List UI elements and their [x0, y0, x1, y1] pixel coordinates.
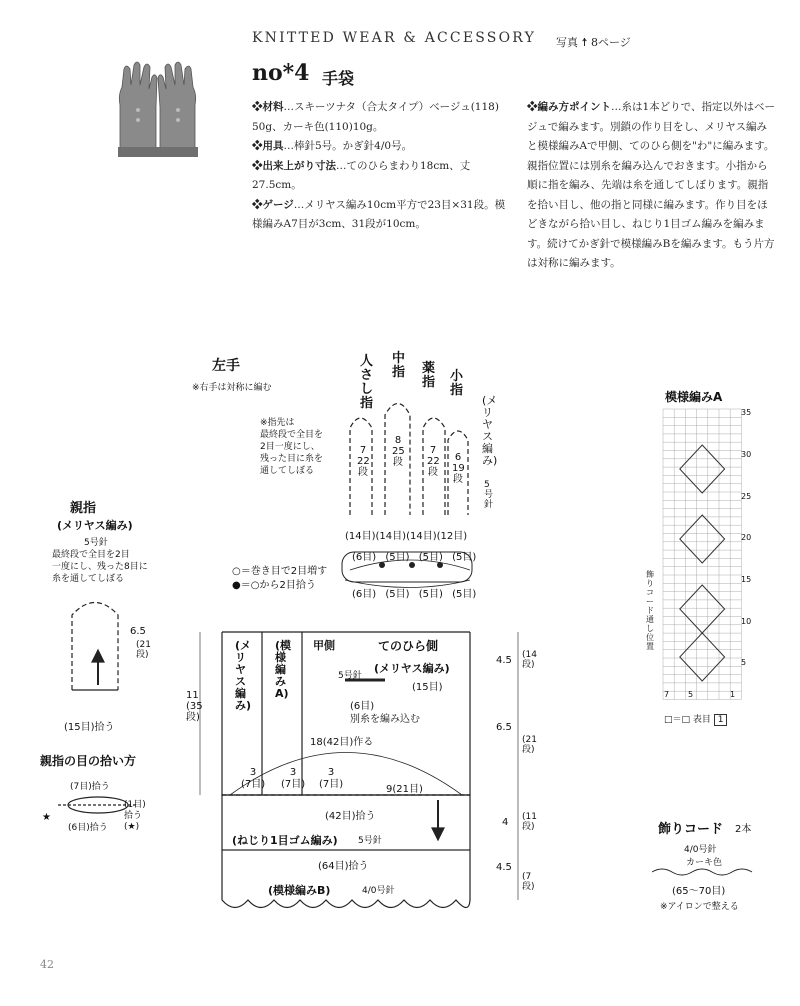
finger-size-middle: 8 25段 [392, 435, 405, 468]
tools-label: ❖用具 [252, 140, 284, 152]
total-height: 11 (35段) [186, 690, 203, 723]
dim-1-cm: 4.5 [496, 655, 512, 666]
finger-label-index: 人さし指 [360, 354, 374, 411]
chart-a-row-10: 10 [741, 617, 752, 626]
size-label: ❖出来上がり寸法 [252, 159, 336, 172]
col-pattern-a: (模様編みA) [275, 639, 292, 700]
width-2: 3 (7目) [281, 767, 306, 790]
left-hand-title: 左手 [212, 358, 240, 374]
sts-15: (15目) [412, 682, 443, 693]
thumb-pick-title: 親指の目の拾い方 [40, 754, 137, 768]
specs-left [252, 98, 507, 235]
thumb-pick-bottom: (6目)拾う [68, 823, 108, 833]
chart-a-col-5: 5 [688, 690, 694, 699]
cast-on: 18(42目)作る [310, 737, 374, 748]
dim-4-cm: 4.5 [496, 862, 512, 873]
finger-stitch-label: (メリヤス編み) [482, 394, 498, 467]
pattern-name: 手袋 [322, 69, 355, 88]
chart-a-row-35: 35 [741, 408, 752, 417]
pick-bottom: (6目) (5目) (5目) (5目) [352, 589, 477, 600]
finger-stitches: (14目)(14目)(14目)(12目) [345, 531, 468, 542]
pick-42: (42目)拾う [325, 811, 376, 822]
dim-2-cm: 6.5 [496, 722, 512, 733]
sts-6: (6目) [350, 701, 375, 712]
finger-label-ring: 薬指 [422, 361, 436, 390]
width-1: 3 (7目) [241, 767, 266, 790]
dim-3-cm: 4 [502, 817, 509, 828]
chart-a-row-30: 30 [741, 450, 752, 459]
dim-2-rows: (21段) [522, 735, 537, 755]
chart-a-row-15: 15 [741, 575, 752, 584]
howto-label: ❖編み方ポイント [527, 101, 611, 113]
cord-note: ※アイロンで整える [660, 902, 739, 912]
cord-length: (65〜70目) [672, 886, 726, 897]
thumb-height: 6.5 [130, 626, 146, 637]
width-3: 3 (7目) [319, 767, 344, 790]
diamond-motif [680, 515, 725, 563]
col-palm-stitch: (メリヤス編み) [374, 662, 450, 675]
tip-note: ※指先は 最終段で全目を 2目一度にし、 残った目に糸を 通してしぼる [260, 418, 324, 476]
gauge-text: …メリヤス編み10cm平方で23目×31段。模様編みA7目が3cm、31段が10cm。 [252, 198, 506, 230]
rib-label: (ねじり1目ゴム編み) [232, 834, 338, 847]
legend-pick: ●＝○から2目拾う [232, 580, 316, 591]
finger-label-little: 小指 [450, 369, 464, 398]
thumb-pick-top: (7目)拾う [70, 782, 110, 792]
page-number: 42 [40, 958, 54, 971]
howto-text: …糸は1本どりで、指定以外はベージュで編みます。別鎖の作り目をし、メリヤス編みと模様編みAで甲側、てのひら側を"わ"に編みます。親指位置には別糸を編み込んでおきます。小指から順に指を編み、先端は糸を通してしぼります。親指を拾い目し、他の指と同様に編みます。作り目をほどきながら拾い目し、ねじり1目ゴム編みを編みます。続けてかぎ針で模様編みBを編みます。もう片方は対称に編みます。 [527, 101, 775, 269]
series-title: KNITTED WEAR & ACCESSORY [252, 30, 537, 46]
diamond-motif [680, 633, 725, 681]
thumb-rows: (21段) [136, 640, 151, 660]
rib-needle: 5号針 [358, 836, 382, 846]
col-stockinette: (メリヤス編み) [235, 639, 252, 712]
chart-a-legend: □＝□ 表目 1 [664, 712, 727, 725]
pattern-number: no*4 [252, 60, 310, 86]
pick-top: (6目) (5目) (5目) (5目) [352, 552, 477, 563]
star-icon: ★ [42, 812, 51, 823]
finger-size-little: 6 19段 [452, 452, 465, 485]
thumb-needle: 5号針 [84, 538, 108, 548]
col-palm: てのひら側 [378, 639, 439, 653]
thumb-pick: (15目)拾う [64, 722, 115, 733]
pattern-b-hook: 4/0号針 [362, 886, 395, 896]
chart-a-row-5: 5 [741, 658, 747, 667]
thumb-title: 親指 [70, 501, 97, 516]
materials-text: …スキーツナタ（合太タイプ）ベージュ(118) 50g、カーキ色(110)10g。 [252, 101, 499, 133]
dim-1-rows: (14段) [522, 650, 537, 670]
tools-text: …棒針5号。かぎ針4/0号。 [283, 140, 413, 152]
col-back: 甲側 [313, 639, 335, 652]
chart-a-row-20: 20 [741, 533, 752, 542]
dim-4-rows: (7段) [522, 872, 535, 892]
pick-64: (64目)拾う [318, 861, 369, 872]
legend-cast: ○＝巻き目で2目増す [232, 566, 328, 577]
gloves-photo [100, 55, 212, 167]
cord-color: カーキ色 [686, 858, 723, 868]
cord-count: 2本 [735, 824, 752, 835]
thumb-stitch: (メリヤス編み) [57, 519, 133, 532]
waste-yarn: 別糸を編み込む [350, 714, 420, 725]
diamond-motif [680, 445, 725, 493]
chart-a-col-1: 1 [730, 690, 736, 699]
width-4: 9(21目) [386, 784, 423, 795]
finger-size-ring: 7 22段 [427, 445, 440, 478]
cord-title: 飾りコード [658, 822, 724, 837]
dim-3-rows: (11段) [522, 812, 537, 832]
finger-label-middle: 中指 [392, 351, 406, 380]
thumb-pick-side: (1目) 拾う (★) [124, 800, 146, 832]
materials-label: ❖材料 [252, 101, 284, 113]
finger-size-index: 7 22段 [357, 445, 370, 478]
palm-needle: 5号針 [338, 671, 362, 681]
chart-a-side-note: 飾りコード通し位置 [646, 570, 654, 651]
cord-hook: 4/0号針 [684, 845, 717, 855]
thumb-note: 最終段で全目を2目 一度にし、残った8目に 糸を通してしぼる [52, 550, 148, 584]
pattern-b-label: (模様編みB) [268, 884, 331, 897]
howto [527, 98, 777, 274]
finger-needle: 5号針 [484, 480, 494, 510]
photo-reference: 写真 ☨ 8ページ [556, 36, 631, 49]
gauge-label: ❖ゲージ [252, 198, 294, 211]
chart-a-title: 模様編みA [665, 390, 723, 404]
chart-a-row-25: 25 [741, 492, 752, 501]
mirror-note: ※右手は対称に編む [192, 383, 272, 393]
diamond-motif [680, 585, 725, 633]
chart-a-col-7: 7 [664, 690, 670, 699]
size-text: …てのひらまわり18cm、丈27.5cm。 [252, 159, 471, 191]
